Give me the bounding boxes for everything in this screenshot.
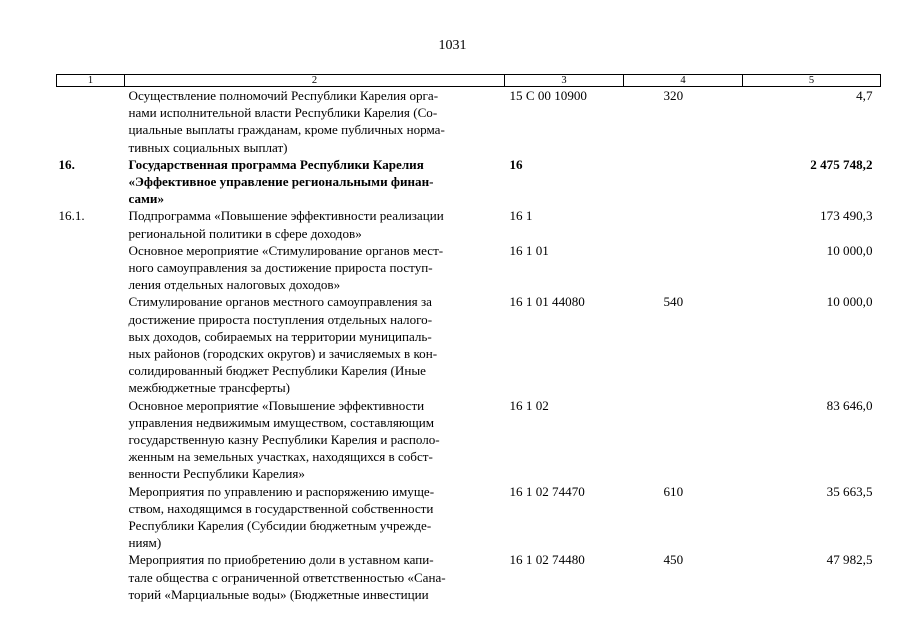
row-amount: 83 646,0: [826, 397, 873, 413]
row-number: [57, 551, 125, 603]
row-amount: 4,7: [856, 88, 873, 103]
row-name: [125, 293, 505, 396]
row-number: 16.1.: [58, 208, 85, 224]
row-name-line: солидированный бюджет Республики Карелия (Иные: [128, 363, 426, 379]
row-expense-type: [624, 397, 743, 483]
row-name-line: «Эффективное управление региональными финан-: [128, 174, 434, 190]
row-number: [57, 242, 125, 294]
row-name-line: нами исполнительной власти Республики Карелия (Со-: [128, 105, 438, 121]
row-name: [125, 87, 505, 156]
row-name-line: венности Республики Карелия»: [128, 466, 305, 482]
row-name-line: межбюджетные трансферты): [128, 380, 290, 396]
row-amount: 47 982,5: [826, 552, 873, 568]
row-budget-code: 16 1: [509, 208, 533, 224]
row-name: [125, 483, 505, 552]
row-name-line: тивных социальных выплат): [128, 139, 288, 155]
row-name-line: циальные выплаты гражданам, кроме публичных норма-: [128, 122, 445, 138]
row-name: [125, 242, 505, 294]
row-budget-code: 16 1 01: [509, 242, 549, 258]
row-amount: 173 490,3: [820, 208, 873, 224]
table-row: [57, 156, 881, 208]
row-name-line: управления недвижимым имуществом, составляющим: [128, 414, 435, 430]
row-number: [57, 87, 125, 156]
row-name-line: Государственная программа Республики Карелия: [128, 156, 424, 172]
row-name-line: Стимулирование органов местного самоуправления за: [128, 294, 432, 310]
row-budget-code: 16 1 01 44080: [509, 294, 585, 310]
column-header-3: 3: [505, 75, 624, 87]
row-expense-type: 610: [663, 483, 684, 499]
table-header: [57, 75, 881, 87]
table-row: [57, 397, 881, 483]
row-budget-code: 16 1 02 74480: [509, 552, 585, 568]
column-header-5: 5: [743, 75, 881, 87]
row-name-line: Мероприятия по приобретению доли в уставном капи-: [128, 552, 434, 568]
row-name-line: Подпрограмма «Повышение эффективности реализации: [128, 208, 444, 224]
table-row: [57, 483, 881, 552]
row-amount: 10 000,0: [826, 242, 873, 258]
row-name-line: женным на земельных участках, находящихся в собст-: [128, 449, 433, 465]
row-name: [125, 156, 505, 208]
row-expense-type: [624, 156, 743, 208]
row-expense-type: 540: [663, 294, 684, 310]
row-name-line: достижение прироста поступления отдельных налого-: [128, 311, 433, 327]
row-expense-type: [624, 207, 743, 241]
row-name-line: государственную казну Республики Карелия и располо-: [128, 432, 440, 448]
row-expense-type: 450: [663, 552, 684, 568]
row-name: [125, 551, 505, 603]
table-row: [57, 293, 881, 396]
column-number-row: [57, 75, 881, 87]
page-number: 1031: [438, 38, 467, 53]
row-name-line: региональной политики в сфере доходов»: [128, 225, 362, 241]
row-name-line: Основное мероприятие «Стимулирование органов мест-: [128, 242, 444, 258]
row-expense-type: 320: [663, 88, 684, 103]
table-row: [57, 551, 881, 603]
row-number: [57, 397, 125, 483]
budget-table: [56, 74, 881, 603]
row-name-line: торий «Марциальные воды» (Бюджетные инвестиции: [128, 586, 429, 602]
row-number: 16.: [58, 156, 75, 172]
table-row: [57, 87, 881, 156]
row-name-line: ления отдельных налоговых доходов»: [128, 277, 341, 293]
column-header-4: 4: [624, 75, 743, 87]
row-budget-code: 16 1 02 74470: [509, 483, 585, 499]
row-name-line: ных районов (городских округов) и зачисляемых в кон-: [128, 346, 438, 362]
row-name-line: Осуществление полномочий Республики Карелия орга-: [128, 88, 439, 103]
row-budget-code: 15 С 00 10900: [509, 88, 587, 103]
row-name-line: ного самоуправления за достижение прироста поступ-: [128, 260, 433, 276]
row-budget-code: 16 1 02: [509, 397, 549, 413]
row-name-line: ством, находящимся в государственной собственности: [128, 500, 434, 516]
row-name: [125, 397, 505, 483]
row-amount: 35 663,5: [826, 483, 873, 499]
column-header-2: 2: [125, 75, 505, 87]
row-name-line: вых доходов, собираемых на территории муниципаль-: [128, 328, 432, 344]
row-budget-code: 16: [509, 156, 523, 172]
row-name-line: ниям): [128, 535, 162, 551]
row-name-line: тале общества с ограниченной ответственностью «Сана-: [128, 569, 446, 585]
row-amount: 10 000,0: [826, 294, 873, 310]
row-name-line: Основное мероприятие «Повышение эффективности: [128, 397, 425, 413]
table-row: [57, 207, 881, 241]
row-number: [57, 483, 125, 552]
column-header-1: 1: [57, 75, 125, 87]
row-name-line: сами»: [128, 191, 165, 207]
row-name-line: Республики Карелия (Субсидии бюджетным учрежде-: [128, 518, 432, 534]
row-name: [125, 207, 505, 241]
table-row: [57, 242, 881, 294]
row-name-line: Мероприятия по управлению и распоряжению имуще-: [128, 483, 435, 499]
row-number: [57, 293, 125, 396]
row-amount: 2 475 748,2: [810, 156, 873, 172]
row-expense-type: [624, 242, 743, 294]
table-body: [57, 87, 881, 604]
